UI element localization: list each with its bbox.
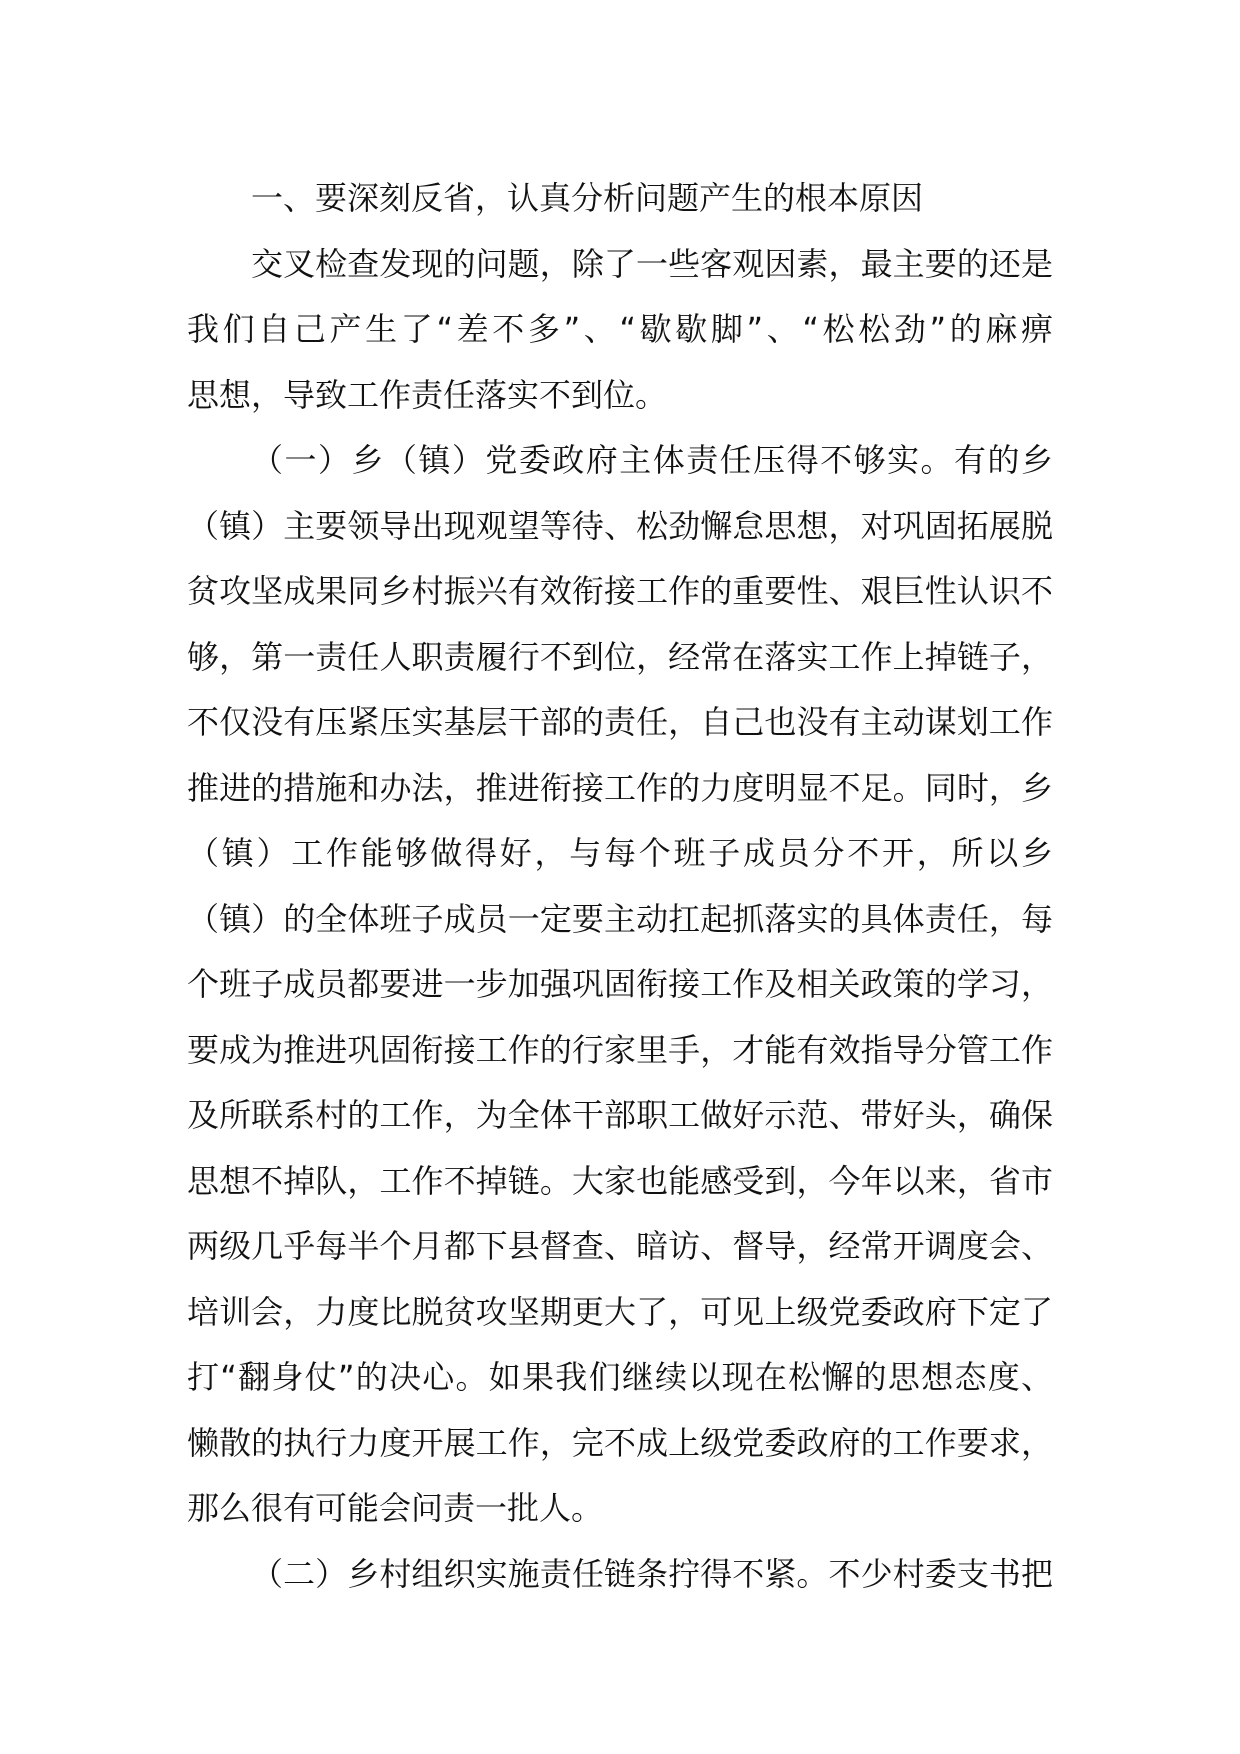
document-body	[187, 166, 1053, 1607]
text-line: （镇）工作能够做得好，与每个班子成员分不开，所以乡	[187, 834, 1053, 872]
text-line: 那么很有可能会问责一批人。	[187, 1489, 604, 1527]
text-line: 思想，导致工作责任落实不到位。	[187, 375, 668, 414]
text-line: 两级几乎每半个月都下县督查、暗访、督导，经常开调度会、	[187, 1227, 1053, 1265]
text-line: （一）乡（镇）党委政府主体责任压得不够实。有的乡	[251, 441, 1053, 479]
text-line: 我们自己产生了“差不多”、“歇歇脚”、“松松劲”的麻痹	[187, 310, 1053, 348]
text-line: 推进的措施和办法，推进衔接工作的力度明显不足。同时，乡	[187, 768, 1053, 807]
text-line: （二）乡村组织实施责任链条拧得不紧。不少村委支书把	[251, 1554, 1053, 1593]
section-heading: 一、要深刻反省，认真分析问题产生的根本原因	[251, 179, 924, 217]
text-line: 懒散的执行力度开展工作，完不成上级党委政府的工作要求，	[187, 1423, 1053, 1462]
text-line: （镇）的全体班子成员一定要主动扛起抓落实的具体责任，每	[187, 899, 1053, 938]
text-line: 贫攻坚成果同乡村振兴有效衔接工作的重要性、艰巨性认识不	[187, 572, 1053, 610]
text-line: 够，第一责任人职责履行不到位，经常在落实工作上掉链子，	[187, 637, 1053, 676]
text-line: 要成为推进巩固衔接工作的行家里手，才能有效指导分管工作	[187, 1030, 1053, 1069]
text-line: 个班子成员都要进一步加强巩固衔接工作及相关政策的学习，	[187, 965, 1053, 1003]
text-line: 交叉检查发现的问题，除了一些客观因素，最主要的还是	[251, 244, 1053, 283]
text-line: 不仅没有压紧压实基层干部的责任，自己也没有主动谋划工作	[187, 703, 1053, 741]
text-line: 思想不掉队，工作不掉链。大家也能感受到，今年以来，省市	[187, 1161, 1053, 1200]
text-line: 培训会，力度比脱贫攻坚期更大了，可见上级党委政府下定了	[187, 1292, 1053, 1331]
text-line: （镇）主要领导出现观望等待、松劲懈怠思想，对巩固拓展脱	[187, 506, 1053, 545]
text-line: 及所联系村的工作，为全体干部职工做好示范、带好头，确保	[187, 1096, 1053, 1134]
text-line: 打“翻身仗”的决心。如果我们继续以现在松懈的思想态度、	[187, 1358, 1053, 1396]
